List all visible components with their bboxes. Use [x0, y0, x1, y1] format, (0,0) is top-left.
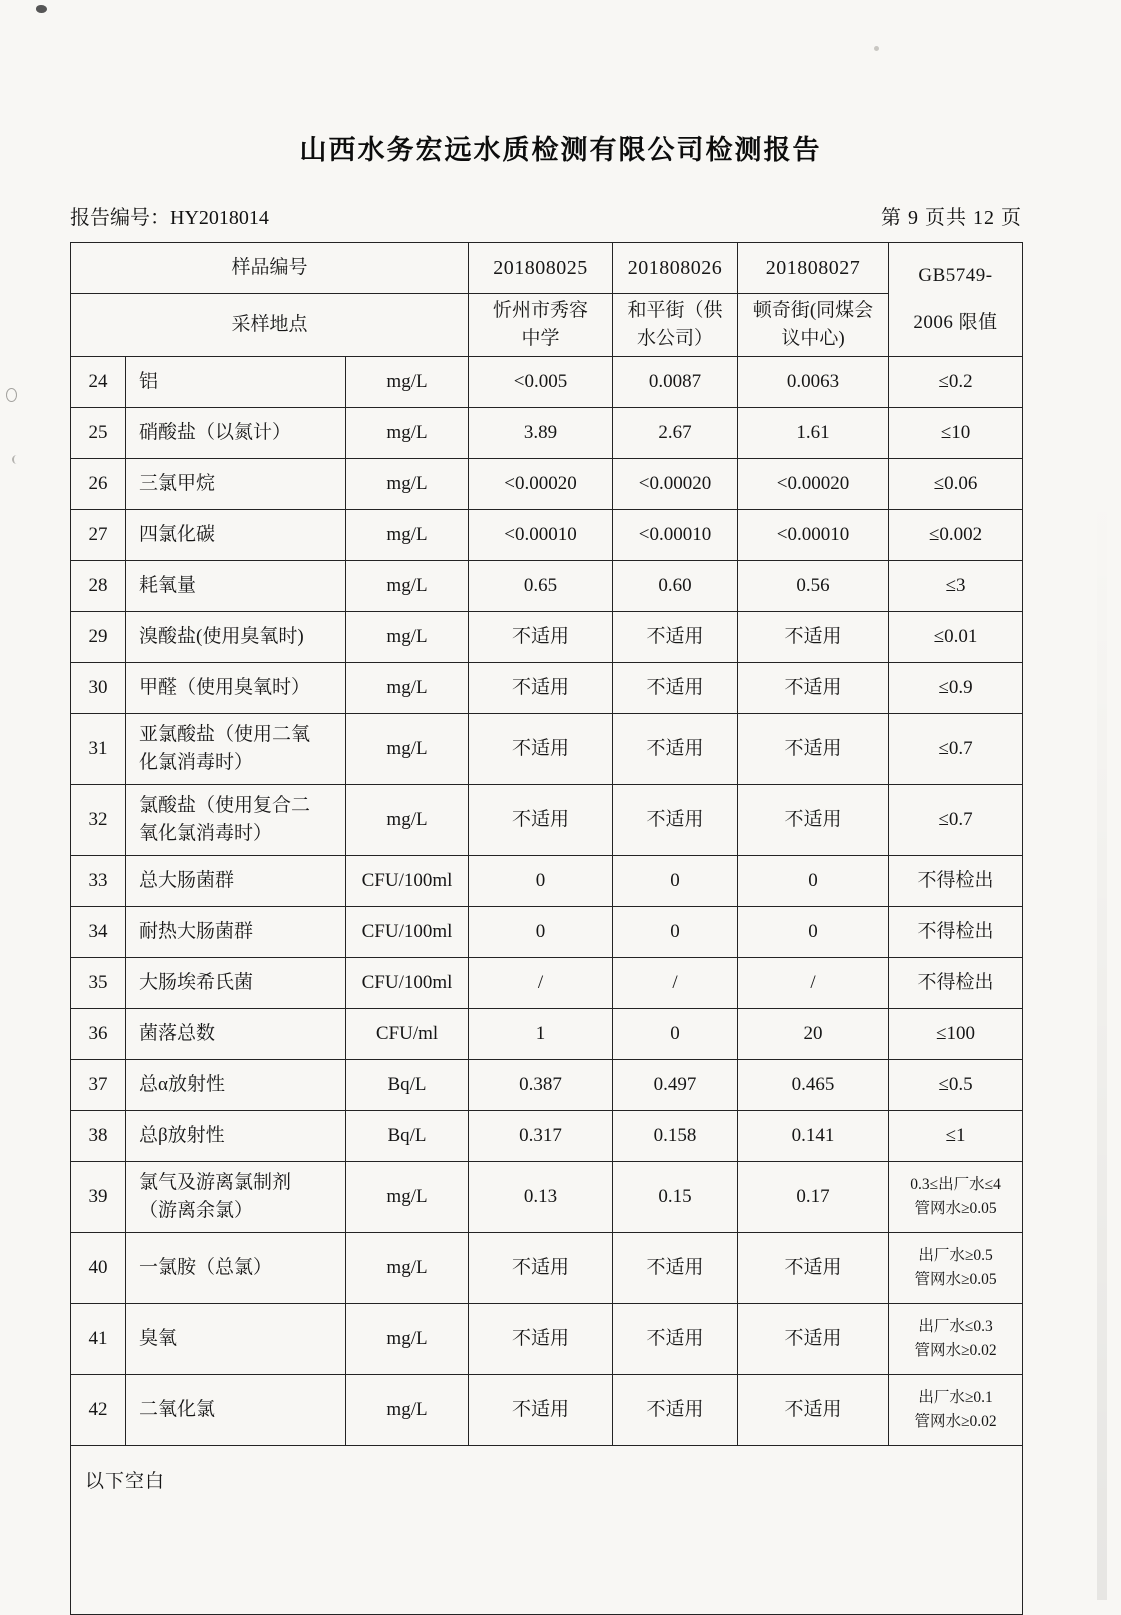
value-sample-2: 0.0087 — [613, 357, 738, 408]
value-sample-1: 不适用 — [469, 714, 613, 785]
unit: mg/L — [346, 357, 469, 408]
limit-value: ≤0.9 — [889, 663, 1023, 714]
table-row — [71, 785, 1023, 856]
value-sample-2: 不适用 — [613, 663, 738, 714]
unit: mg/L — [346, 459, 469, 510]
parameter-name: 四氯化碳 — [126, 510, 346, 561]
value-sample-1: 0.13 — [469, 1162, 613, 1233]
table-row — [71, 1060, 1023, 1111]
limit-value: ≤0.2 — [889, 357, 1023, 408]
parameter-name: 硝酸盐（以氮计） — [126, 408, 346, 459]
header-row-locations — [71, 294, 1023, 357]
limit-value: 不得检出 — [889, 907, 1023, 958]
unit: CFU/100ml — [346, 958, 469, 1009]
unit: mg/L — [346, 1375, 469, 1446]
parameter-name: 菌落总数 — [126, 1009, 346, 1060]
sample-no-label: 样品编号 — [71, 243, 469, 294]
value-sample-2: 0 — [613, 856, 738, 907]
table-row — [71, 1162, 1023, 1233]
limit-value: ≤0.01 — [889, 612, 1023, 663]
table-row — [71, 612, 1023, 663]
row-number: 41 — [71, 1304, 126, 1375]
limit-value: ≤3 — [889, 561, 1023, 612]
row-number: 38 — [71, 1111, 126, 1162]
limit-value: 0.3≤出厂水≤4 管网水≥0.05 — [889, 1162, 1023, 1233]
scan-artifact — [6, 388, 17, 402]
value-sample-2: <0.00010 — [613, 510, 738, 561]
value-sample-1: <0.00010 — [469, 510, 613, 561]
value-sample-3: 不适用 — [738, 663, 889, 714]
results-table — [70, 242, 1023, 1615]
page-title: 山西水务宏远水质检测有限公司检测报告 — [299, 135, 822, 165]
unit: CFU/ml — [346, 1009, 469, 1060]
scan-edge-shadow — [1097, 0, 1107, 1600]
limit-value: ≤1 — [889, 1111, 1023, 1162]
value-sample-2: 不适用 — [613, 1233, 738, 1304]
value-sample-2: <0.00020 — [613, 459, 738, 510]
value-sample-2: / — [613, 958, 738, 1009]
value-sample-3: 0 — [738, 907, 889, 958]
value-sample-3: 不适用 — [738, 612, 889, 663]
row-number: 39 — [71, 1162, 126, 1233]
table-row — [71, 714, 1023, 785]
value-sample-1: 3.89 — [469, 408, 613, 459]
value-sample-2: 0.158 — [613, 1111, 738, 1162]
value-sample-1: 1 — [469, 1009, 613, 1060]
value-sample-1: <0.005 — [469, 357, 613, 408]
unit: mg/L — [346, 714, 469, 785]
value-sample-2: 不适用 — [613, 1304, 738, 1375]
location-label: 采样地点 — [71, 294, 469, 357]
value-sample-2: 0.497 — [613, 1060, 738, 1111]
report-number: 报告编号：HY2018014 — [70, 207, 269, 229]
unit: mg/L — [346, 785, 469, 856]
parameter-name: 二氧化氯 — [126, 1375, 346, 1446]
value-sample-2: 0 — [613, 907, 738, 958]
row-number: 33 — [71, 856, 126, 907]
parameter-name: 大肠埃希氏菌 — [126, 958, 346, 1009]
value-sample-1: 不适用 — [469, 1233, 613, 1304]
parameter-name: 臭氧 — [126, 1304, 346, 1375]
unit: mg/L — [346, 510, 469, 561]
header-row-sample-ids — [71, 243, 1023, 294]
value-sample-2: 不适用 — [613, 714, 738, 785]
table-row — [71, 1304, 1023, 1375]
unit: Bq/L — [346, 1111, 469, 1162]
limit-header-line1: GB5749- — [918, 265, 993, 287]
row-number: 34 — [71, 907, 126, 958]
report-meta — [70, 201, 1022, 230]
row-number: 31 — [71, 714, 126, 785]
row-number: 29 — [71, 612, 126, 663]
table-row — [71, 510, 1023, 561]
value-sample-3: 不适用 — [738, 714, 889, 785]
location-2: 和平街（供 水公司） — [613, 294, 738, 357]
value-sample-3: 1.61 — [738, 408, 889, 459]
limit-value: ≤0.5 — [889, 1060, 1023, 1111]
value-sample-1: 0 — [469, 907, 613, 958]
parameter-name: 总大肠菌群 — [126, 856, 346, 907]
value-sample-2: 0 — [613, 1009, 738, 1060]
row-number: 25 — [71, 408, 126, 459]
row-number: 26 — [71, 459, 126, 510]
table-row — [71, 856, 1023, 907]
unit: mg/L — [346, 408, 469, 459]
value-sample-3: 20 — [738, 1009, 889, 1060]
value-sample-3: 不适用 — [738, 1233, 889, 1304]
unit: mg/L — [346, 612, 469, 663]
limit-value: ≤0.7 — [889, 714, 1023, 785]
row-number: 24 — [71, 357, 126, 408]
value-sample-3: 不适用 — [738, 785, 889, 856]
limit-value: 出厂水≥0.1 管网水≥0.02 — [889, 1375, 1023, 1446]
limit-value: 不得检出 — [889, 856, 1023, 907]
sample-id-2: 201808026 — [613, 243, 738, 294]
blank-footer-row — [71, 1446, 1023, 1615]
table-row — [71, 1009, 1023, 1060]
value-sample-3: 不适用 — [738, 1375, 889, 1446]
row-number: 40 — [71, 1233, 126, 1304]
row-number: 32 — [71, 785, 126, 856]
value-sample-1: 0 — [469, 856, 613, 907]
limit-value: 不得检出 — [889, 958, 1023, 1009]
row-number: 35 — [71, 958, 126, 1009]
sample-id-3: 201808027 — [738, 243, 889, 294]
row-number: 28 — [71, 561, 126, 612]
table-row — [71, 907, 1023, 958]
value-sample-1: 0.387 — [469, 1060, 613, 1111]
row-number: 42 — [71, 1375, 126, 1446]
unit: Bq/L — [346, 1060, 469, 1111]
table-row — [71, 958, 1023, 1009]
value-sample-2: 不适用 — [613, 1375, 738, 1446]
value-sample-2: 0.15 — [613, 1162, 738, 1233]
table-row — [71, 561, 1023, 612]
table-row — [71, 663, 1023, 714]
value-sample-1: 0.317 — [469, 1111, 613, 1162]
scan-artifact — [12, 455, 21, 464]
limit-value: 出厂水≤0.3 管网水≥0.02 — [889, 1304, 1023, 1375]
location-1: 忻州市秀容 中学 — [469, 294, 613, 357]
value-sample-3: 0.56 — [738, 561, 889, 612]
value-sample-2: 2.67 — [613, 408, 738, 459]
value-sample-1: <0.00020 — [469, 459, 613, 510]
limit-value: ≤0.002 — [889, 510, 1023, 561]
value-sample-1: 不适用 — [469, 1304, 613, 1375]
value-sample-3: / — [738, 958, 889, 1009]
results-table-body — [71, 243, 1023, 1615]
value-sample-3: <0.00010 — [738, 510, 889, 561]
parameter-name: 三氯甲烷 — [126, 459, 346, 510]
limit-value: ≤0.7 — [889, 785, 1023, 856]
value-sample-3: 0.0063 — [738, 357, 889, 408]
footer-note: 以下空白 — [71, 1446, 1023, 1615]
row-number: 30 — [71, 663, 126, 714]
table-row — [71, 408, 1023, 459]
table-row — [71, 1111, 1023, 1162]
table-row — [71, 1375, 1023, 1446]
value-sample-2: 0.60 — [613, 561, 738, 612]
parameter-name: 氯气及游离氯制剂 （游离余氯） — [126, 1162, 346, 1233]
table-row — [71, 459, 1023, 510]
value-sample-3: 0 — [738, 856, 889, 907]
value-sample-3: 0.17 — [738, 1162, 889, 1233]
unit: mg/L — [346, 1304, 469, 1375]
limit-value: 出厂水≥0.5 管网水≥0.05 — [889, 1233, 1023, 1304]
unit: CFU/100ml — [346, 856, 469, 907]
value-sample-3: 不适用 — [738, 1304, 889, 1375]
unit: mg/L — [346, 1162, 469, 1233]
row-number: 36 — [71, 1009, 126, 1060]
value-sample-3: 0.141 — [738, 1111, 889, 1162]
value-sample-1: / — [469, 958, 613, 1009]
limit-value: ≤10 — [889, 408, 1023, 459]
value-sample-3: <0.00020 — [738, 459, 889, 510]
parameter-name: 亚氯酸盐（使用二氧 化氯消毒时） — [126, 714, 346, 785]
value-sample-1: 不适用 — [469, 612, 613, 663]
page-indicator: 第 9 页共 12 页 — [881, 207, 1022, 229]
value-sample-1: 0.65 — [469, 561, 613, 612]
value-sample-1: 不适用 — [469, 1375, 613, 1446]
unit: mg/L — [346, 1233, 469, 1304]
unit: mg/L — [346, 663, 469, 714]
value-sample-3: 0.465 — [738, 1060, 889, 1111]
row-number: 37 — [71, 1060, 126, 1111]
value-sample-2: 不适用 — [613, 612, 738, 663]
limit-header-line2: 2006 限值 — [913, 312, 998, 334]
parameter-name: 溴酸盐(使用臭氧时) — [126, 612, 346, 663]
table-row — [71, 1233, 1023, 1304]
location-3: 顿奇街(同煤会 议中心) — [738, 294, 889, 357]
row-number: 27 — [71, 510, 126, 561]
parameter-name: 氯酸盐（使用复合二 氧化氯消毒时） — [126, 785, 346, 856]
parameter-name: 耗氧量 — [126, 561, 346, 612]
parameter-name: 总β放射性 — [126, 1111, 346, 1162]
parameter-name: 总α放射性 — [126, 1060, 346, 1111]
limit-column-header — [889, 243, 1023, 357]
table-row — [71, 357, 1023, 408]
sample-id-1: 201808025 — [469, 243, 613, 294]
value-sample-2: 不适用 — [613, 785, 738, 856]
unit: mg/L — [346, 561, 469, 612]
value-sample-1: 不适用 — [469, 663, 613, 714]
unit: CFU/100ml — [346, 907, 469, 958]
parameter-name: 铝 — [126, 357, 346, 408]
parameter-name: 一氯胺（总氯） — [126, 1233, 346, 1304]
parameter-name: 耐热大肠菌群 — [126, 907, 346, 958]
value-sample-1: 不适用 — [469, 785, 613, 856]
parameter-name: 甲醛（使用臭氧时） — [126, 663, 346, 714]
limit-value: ≤0.06 — [889, 459, 1023, 510]
limit-value: ≤100 — [889, 1009, 1023, 1060]
